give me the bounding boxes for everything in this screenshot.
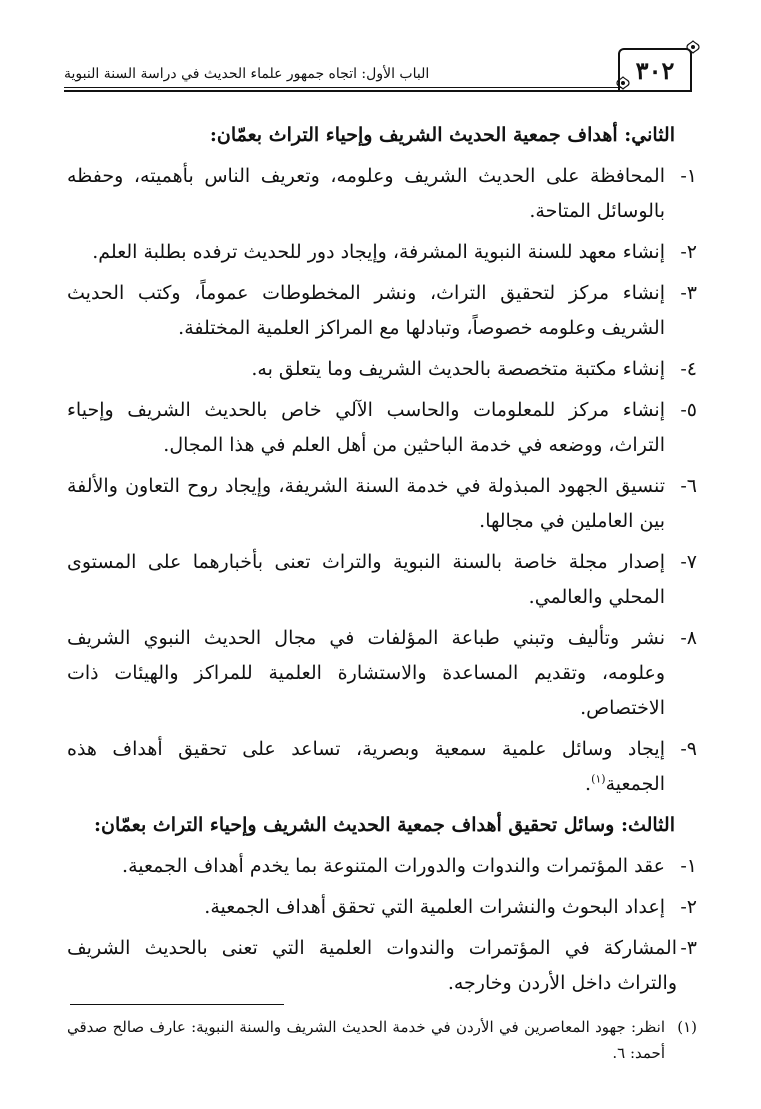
item-number: ٤- <box>680 358 697 380</box>
item-number: ٧- <box>680 551 697 573</box>
item-text: إنشاء مركز للمعلومات والحاسب الآلي خاص بالحديث الشريف وإحياء التراث، ووضعه في خدمة الباحثين من أهل العلم في هذا المجال. <box>67 399 665 456</box>
item-text-end: . <box>585 773 592 795</box>
item-text: إنشاء مركز لتحقيق التراث، ونشر المخطوطات عموماً، وكتب الحديث الشريف وعلومه خصوصاً، وتبادلها مع المراكز العلمية المختلفة. <box>67 282 665 339</box>
list-item <box>67 931 697 1001</box>
item-text: نشر وتأليف وتبني طباعة المؤلفات في مجال الحديث النبوي الشريف وعلومه، وتقديم المساعدة والاستشارة العلمية للمراكز والهيئات ذات الاختصاص. <box>67 627 665 719</box>
item-number: ١- <box>680 165 697 187</box>
footnote-text: انظر: جهود المعاصرين في الأردن في خدمة الحديث الشريف والسنة النبوية: عارف صالح صدقي أحمد: ٦. <box>67 1018 665 1062</box>
footnote-number: (١) <box>677 1018 697 1036</box>
list-item <box>67 159 697 229</box>
item-number: ٢- <box>680 241 697 263</box>
item-text: إيجاد وسائل علمية سمعية وبصرية، تساعد على تحقيق أهداف هذه الجمعية <box>67 738 665 795</box>
list-item <box>67 545 697 615</box>
footnote <box>67 1014 697 1066</box>
item-text: عقد المؤتمرات والندوات والدورات المتنوعة بما يخدم أهداف الجمعية. <box>122 855 665 877</box>
section-heading: الثالث: وسائل تحقيق أهداف جمعية الحديث الشريف وإحياء التراث بعمّان: <box>94 814 675 836</box>
list-item <box>67 890 697 925</box>
header-divider <box>64 90 692 92</box>
item-text: إنشاء معهد للسنة النبوية المشرفة، وإيجاد دور للحديث ترفده بطلبة العلم. <box>92 241 665 263</box>
list-item <box>67 469 697 539</box>
item-number: ٨- <box>680 627 697 649</box>
section-heading: الثاني: أهداف جمعية الحديث الشريف وإحياء التراث بعمّان: <box>209 124 675 146</box>
item-number: ٣- <box>680 282 697 304</box>
item-number: ٦- <box>680 475 697 497</box>
header-divider <box>64 87 622 88</box>
page-body <box>67 118 697 1007</box>
page-number: ٣٠٢ <box>635 55 675 85</box>
list-item <box>67 732 697 802</box>
item-number: ٣- <box>680 937 697 959</box>
corner-ornament-icon <box>686 40 700 54</box>
running-title: الباب الأول: اتجاه جمهور علماء الحديث في دراسة السنة النبوية <box>64 66 430 82</box>
footnote-reference[interactable]: (١) <box>591 772 606 786</box>
page-header <box>64 44 692 92</box>
item-text: إصدار مجلة خاصة بالسنة النبوية والتراث تعنى بأخبارهما على المستوى المحلي والعالمي. <box>67 551 665 608</box>
item-number: ٢- <box>680 896 697 918</box>
list-item <box>67 621 697 726</box>
item-number: ٩- <box>680 738 697 760</box>
footnote-divider <box>70 1004 284 1005</box>
item-text: إعداد البحوث والنشرات العلمية التي تحقق أهداف الجمعية. <box>204 896 665 918</box>
item-text: إنشاء مكتبة متخصصة بالحديث الشريف وما يتعلق به. <box>251 358 665 380</box>
list-item <box>67 849 697 884</box>
list-item <box>67 352 697 387</box>
list-item <box>67 393 697 463</box>
list-item <box>67 276 697 346</box>
item-text: تنسيق الجهود المبذولة في خدمة السنة الشريفة، وإيجاد روح التعاون والألفة بين العاملين في مجالها. <box>67 475 665 532</box>
item-number: ٥- <box>680 399 697 421</box>
item-number: ١- <box>680 855 697 877</box>
item-text: المشاركة في المؤتمرات والندوات العلمية التي تعنى بالحديث الشريف والتراث داخل الأردن وخارجه. <box>67 937 677 994</box>
item-text: المحافظة على الحديث الشريف وعلومه، وتعريف الناس بأهميته، وحفظه بالوسائل المتاحة. <box>67 165 665 222</box>
list-item <box>67 235 697 270</box>
